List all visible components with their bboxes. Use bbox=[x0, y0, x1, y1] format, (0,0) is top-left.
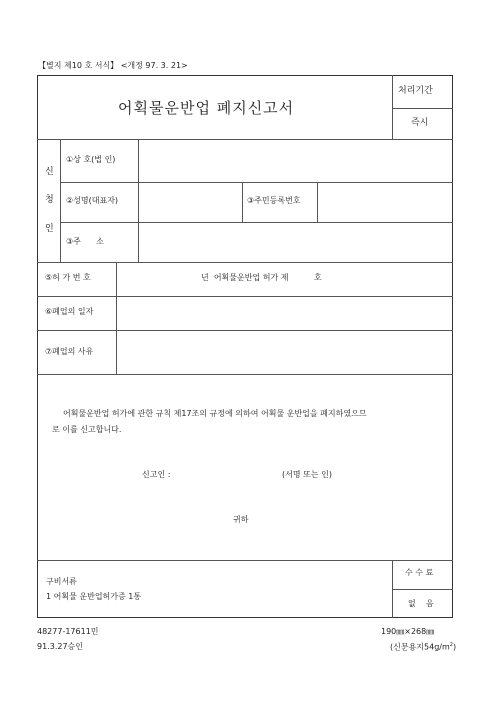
address-label: ③주 소 bbox=[66, 237, 104, 246]
fee-value: 없 음 bbox=[408, 599, 434, 608]
address-field[interactable] bbox=[139, 223, 452, 261]
paper-type bbox=[390, 643, 456, 652]
applicant-label-1: 신 bbox=[45, 167, 54, 177]
applicant-label-col bbox=[60, 139, 61, 262]
applicant-label-2: 청 bbox=[45, 195, 54, 205]
fee-left bbox=[392, 560, 393, 618]
form-header: 【별지 제10 호 서식】 <개정 97. 3. 21> bbox=[38, 61, 188, 70]
processing-period-value: 즉시 bbox=[411, 118, 429, 128]
name-right bbox=[242, 182, 243, 222]
name-label: ②성명(대표자) bbox=[66, 196, 119, 205]
reporter-label: 신고인 : bbox=[142, 470, 171, 479]
paper-size: 190㎜×268㎜ bbox=[381, 627, 435, 636]
applicant-label-3: 인 bbox=[45, 224, 54, 234]
paper-type-text: (신문용지54g/m bbox=[390, 642, 450, 652]
required-document-item: 1 어획물 운반업허가증 1통 bbox=[46, 592, 142, 601]
paper-type-exponent: 2 bbox=[449, 642, 453, 648]
approval-date: 91.3.27승인 bbox=[37, 642, 83, 651]
closure-date-field[interactable] bbox=[117, 297, 452, 329]
processing-left bbox=[392, 75, 393, 139]
closure-date-label: ⑥폐업의 일자 bbox=[45, 307, 94, 316]
resident-number-label: ③주민등록번호 bbox=[247, 196, 301, 205]
applicant-bottom bbox=[37, 262, 453, 263]
form-title: 어획물운반업 폐지신고서 bbox=[118, 99, 295, 117]
business-name-field[interactable] bbox=[139, 140, 452, 181]
processing-period-label: 처리기간 bbox=[398, 86, 433, 96]
resident-number-field[interactable] bbox=[318, 183, 452, 221]
statement-bottom bbox=[37, 560, 453, 561]
processing-divider bbox=[392, 108, 453, 109]
signature-note: (서명 또는 인) bbox=[282, 470, 332, 479]
fee-divider bbox=[392, 589, 453, 590]
addressee: 귀하 bbox=[233, 515, 249, 524]
business-name-label: ①상 호(법 인) bbox=[66, 155, 116, 164]
closure-reason-field[interactable] bbox=[117, 331, 452, 373]
name-field[interactable] bbox=[139, 183, 241, 221]
statement-line-1: 어획물운반업 허가에 관한 규칙 제17조의 규정에 의하여 어획물 운반업을 폐지하였으므 bbox=[63, 409, 367, 418]
reporter-field[interactable] bbox=[190, 466, 275, 482]
permit-number-label: ⑤허 가 번 호 bbox=[45, 273, 91, 282]
row-divider-5 bbox=[37, 374, 453, 375]
paper-type-close: ) bbox=[452, 642, 457, 652]
required-documents-label: 구비서류 bbox=[46, 577, 77, 586]
fee-label: 수 수 료 bbox=[405, 568, 434, 577]
permit-number-text: 년 어획물운반업 허가 제 호 bbox=[201, 273, 322, 282]
closure-reason-label: ⑦폐업의 사유 bbox=[45, 347, 94, 356]
statement-line-2: 로 이를 신고합니다. bbox=[52, 425, 122, 434]
form-code: 48277-17611민 bbox=[37, 627, 99, 636]
